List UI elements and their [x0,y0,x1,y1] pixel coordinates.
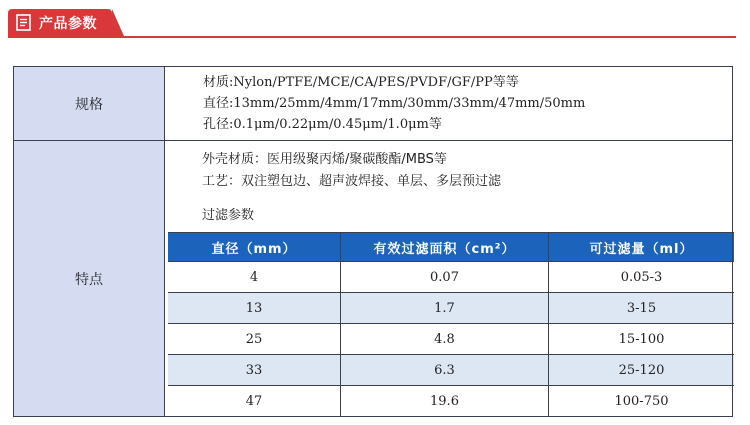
cell-volume: 3-15 [549,293,735,324]
column-header-diameter: 直径（mm） [168,233,341,262]
table-row [168,293,734,324]
filter-params-table [168,232,734,416]
cell-diameter: 47 [168,386,341,417]
spec-diameter-line: 直径:13mm/25mm/4mm/17mm/30mm/33mm/47mm/50mm [203,96,586,111]
column-header-volume: 可过滤量（ml） [549,233,735,262]
housing-material-line: 外壳材质：医用级聚丙烯/聚碳酸酯/MBS等 [202,152,447,167]
cell-volume: 25-120 [549,355,735,386]
features-content [165,141,733,417]
spec-material-line: 材质:Nylon/PTFE/MCE/CA/PES/PVDF/GF/PP等等 [203,75,519,90]
product-spec-table [13,66,733,417]
cell-diameter: 13 [168,293,341,324]
column-header-filter-area: 有效过滤面积（cm²） [341,233,549,262]
cell-area: 6.3 [341,355,549,386]
cell-diameter: 33 [168,355,341,386]
section-header-tab [8,9,112,36]
features-row [14,141,733,417]
features-label: 特点 [14,141,165,417]
process-line: 工艺：双注塑包边、超声波焊接、单层、多层预过滤 [202,174,502,189]
spec-row [14,67,733,141]
spec-pore-size-line: 孔径:0.1μm/0.22μm/0.45μm/1.0μm等 [203,117,442,132]
table-row [168,386,734,417]
table-header-row [168,233,734,262]
table-row [168,324,734,355]
section-title: 产品参数 [39,15,97,32]
cell-area: 19.6 [341,386,549,417]
cell-volume: 15-100 [549,324,735,355]
spec-content [165,67,733,141]
document-icon [16,14,32,31]
cell-diameter: 25 [168,324,341,355]
header-divider [8,36,736,38]
filter-params-title: 过滤参数 [202,208,255,223]
cell-diameter: 4 [168,262,341,293]
cell-area: 0.07 [341,262,549,293]
cell-volume: 100-750 [549,386,735,417]
table-row [168,262,734,293]
cell-area: 4.8 [341,324,549,355]
cell-volume: 0.05-3 [549,262,735,293]
cell-area: 1.7 [341,293,549,324]
table-row [168,355,734,386]
spec-label: 规格 [14,67,165,141]
